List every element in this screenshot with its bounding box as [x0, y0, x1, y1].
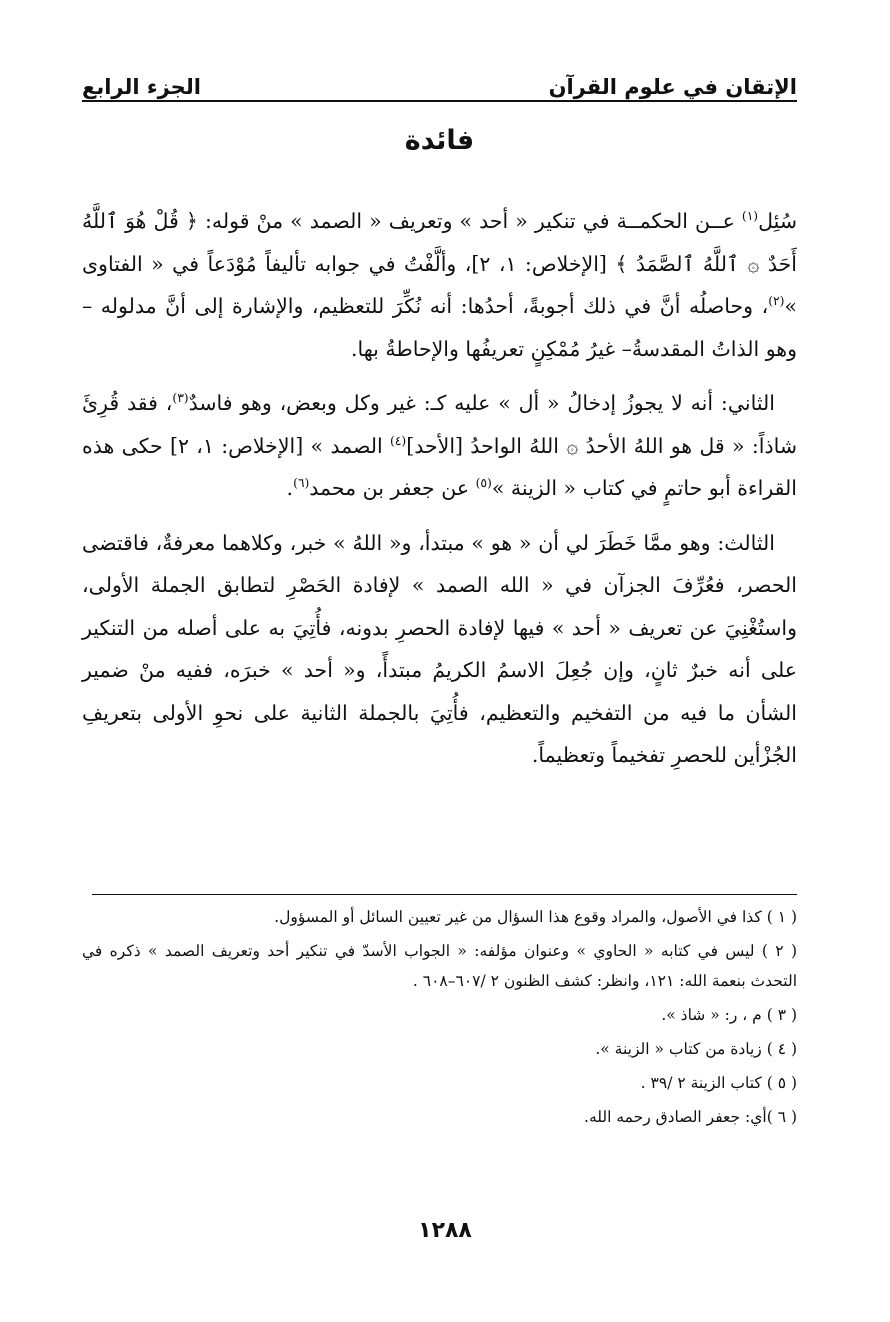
section-title: فائدة	[404, 125, 475, 156]
footnote-1: ( ١ ) كذا في الأصول، والمراد وقوع هذا السؤال من غير تعيين السائل أو المسؤول.	[274, 908, 797, 926]
footnote-divider	[92, 894, 797, 895]
footnote-ref-3: (٣)	[172, 391, 189, 406]
paragraph-second-answer: الثاني: أنه لا يجوزُ إدخالُ « أل » عليه كـ: غير وكل وبعض، وهو فاسدٌ$^{(٣)}$، فقد قُرِئَ شاذاً: « قل هو اللهُ الأحدُ ۞ اللهُ الواحدُ [الأحد]$^{(٤)}$ الصمد » [الإخلاص: ١، ٢] حكى هذه القراءة أبو حاتمٍ في كتاب « الزينة »$^{(٥)}$ عن جعفر بن محمد$^{(٦)}$.	[82, 391, 797, 500]
footnote-6: ( ٦ )أي: جعفر الصادق رحمه الله.	[584, 1108, 797, 1126]
paragraph-question: سُئِل$^{(١)}$ عــن الحكمــة في تنكير « أحد » وتعريف « الصمد » منْ قوله: ﴿ قُلْ هُوَ ٱللَّهُ أَحَدٌ ۞ ٱللَّهُ ٱلصَّمَدُ ﴾ [الإخلاص: ١، ٢]، وألَّفْتُ في جوابه تأليفاً مُوْدَعاً في « الفتاوى »$^{(٢)}$، وحاصلُه أنَّ في ذلك أجوبةً، أحدُها: أنه نُكِّرَ للتعظيم، والإشارة إلى أنَّ مدلوله –وهو الذاتُ المقدسةُ– غيرُ مُمْكِنٍ تعريفُها والإحاطةُ بها.	[82, 209, 797, 361]
page-number: ١٢٨٨	[418, 1218, 472, 1243]
header-rule	[82, 100, 797, 102]
footnotes	[82, 902, 797, 1136]
book-title: الإتقان في علوم القرآن	[548, 75, 797, 99]
main-text	[82, 200, 797, 789]
footnote-3: ( ٣ ) م ، ر: « شاذ ».	[661, 1006, 797, 1024]
footnote-5: ( ٥ ) كتاب الزينة ٢ /٣٩ .	[640, 1074, 797, 1092]
running-header	[82, 58, 797, 98]
footnote-ref-6: (٦)	[293, 476, 310, 491]
footnote-ref-5: (٥)	[475, 476, 492, 491]
footnote-ref-4: (٤)	[389, 433, 407, 448]
footnote-4: ( ٤ ) زيادة من كتاب « الزينة ».	[595, 1040, 797, 1058]
footnote-ref-1: (١)	[741, 209, 759, 224]
paragraph-third-answer: الثالث: وهو ممَّا خَطَرَ لي أن « هو » مبتدأ، و« اللهُ » خبر، وكلاهما معرفةٌ، فاقتضى الحصر، فعُرِّفَ الجزآن في « الله الصمد » لإفادة الحَصْرِ لتطابق الجملة الأولى، واستُغْنِيَ عن تعريف « أحد » فيها لإفادة الحصرِ بدونه، فأُتِيَ به على أصله من التنكير على أنه خبرٌ ثانٍ، وإن جُعِلَ الاسمُ الكريمُ مبتدأً، و« أحد » خبرَه، ففيه منْ ضمير الشأن ما فيه من التفخيم والتعظيم، فأُتِيَ بالجملة الثانية على نحوِ الأولى بتعريفِ الجُزْأين للحصرِ تفخيماً وتعظيماً.	[82, 530, 797, 767]
footnote-2: ( ٢ ) ليس في كتابه « الحاوي » وعنوان مؤلفه: « الجواب الأسدّ في تنكير أحد وتعريف الصمد » ذكره في التحدث بنعمة الله: ١٢١، وانظر: كشف الظنون ٢ /٦٠٧–٦٠٨ .	[82, 942, 797, 990]
part-label: الجزء الرابع	[82, 75, 201, 99]
footnote-ref-2: (٢)	[768, 294, 785, 309]
